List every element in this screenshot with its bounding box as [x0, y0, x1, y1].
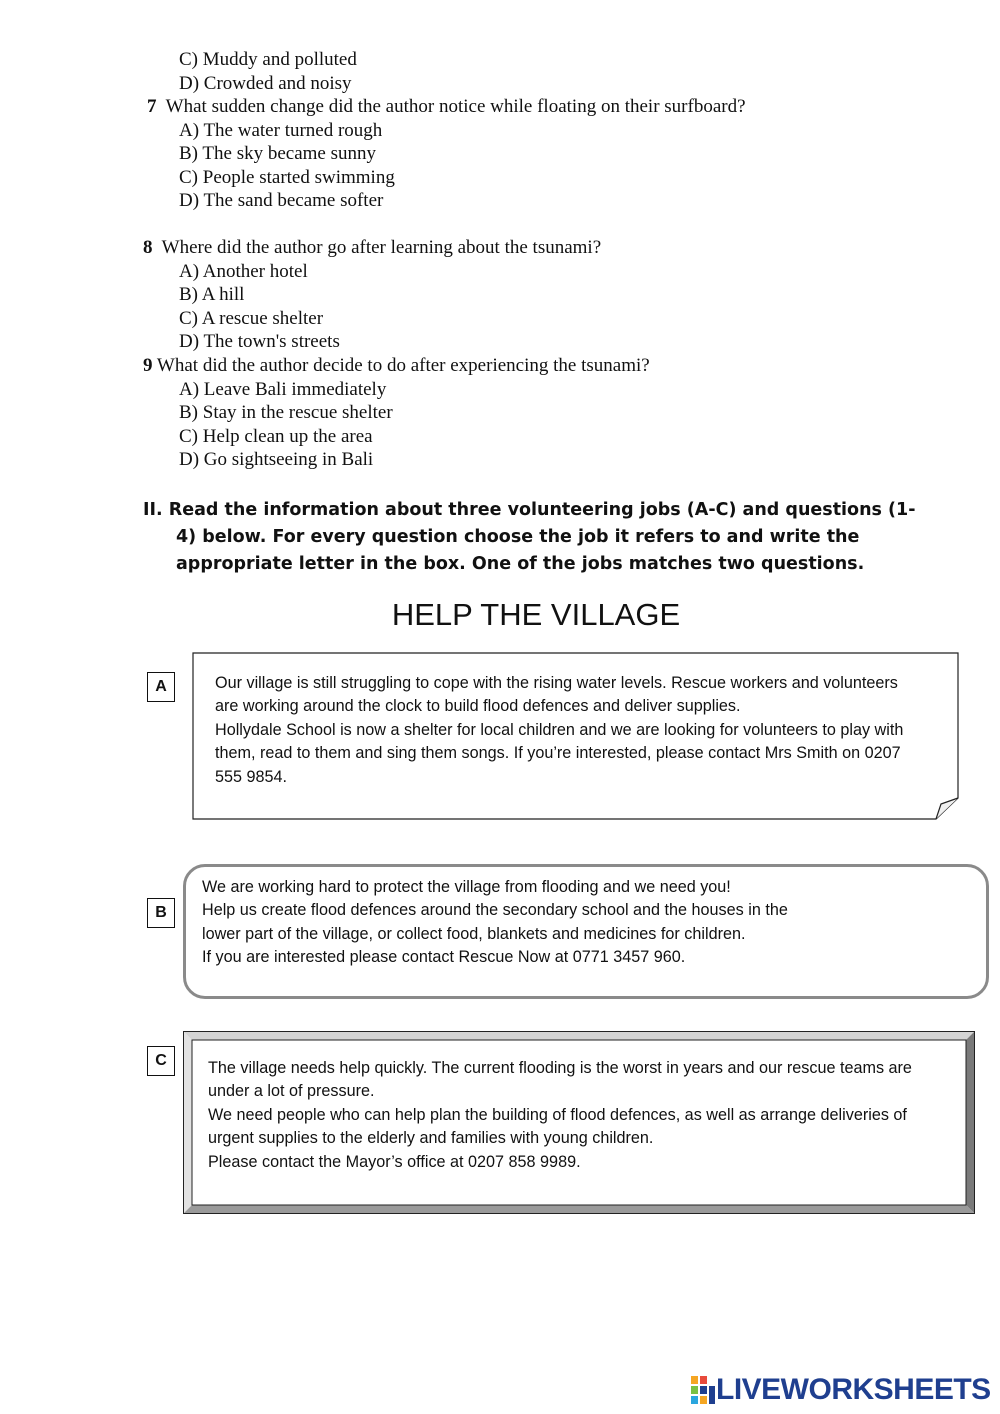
card-c [183, 1031, 975, 1214]
q7-option-b: B) The sky became sunny [179, 143, 376, 164]
q7-option-a: A) The water turned rough [179, 120, 383, 141]
card-line: Our village is still struggling to cope with the rising water levels. Rescue workers and volunteers [215, 674, 898, 692]
card-line: We need people who can help plan the building of flood defences, as well as arrange deliveries of [208, 1105, 907, 1124]
card-line: are working around the clock to build flood defences and deliver supplies. [215, 697, 741, 716]
q7-option-d: D) The sand became softer [179, 190, 384, 211]
card-line: them, read to them and sing them songs. If you’re interested, please contact Mrs Smith on 0207 [215, 744, 901, 763]
question-7 [147, 95, 746, 118]
card-line: lower part of the village, or collect food, blankets and medicines for children. [202, 924, 746, 943]
q8-option-d: D) The town's streets [179, 331, 340, 352]
card-line: 555 9854. [215, 767, 288, 786]
card-a-letter-box: A [147, 672, 175, 702]
question-9 [143, 354, 650, 377]
q8-option-a: A) Another hotel [179, 261, 308, 282]
liveworksheets-logo-icon [690, 1374, 716, 1406]
question-number: 8 [143, 237, 153, 258]
card-b-letter-box: B [147, 898, 175, 928]
q9-option-c: C) Help clean up the area [179, 426, 373, 447]
section-2-instructions [143, 497, 933, 578]
card-line: under a lot of pressure. [208, 1082, 375, 1101]
q8-option-b: B) A hill [179, 284, 245, 305]
q8-option-c: C) A rescue shelter [179, 308, 324, 329]
q9-option-b: B) Stay in the rescue shelter [179, 402, 393, 423]
instruction-line: II. Read the information about three volunteering jobs (A-C) and questions (1- [143, 500, 916, 520]
card-line: Hollydale School is now a shelter for local children and we are looking for volunteers to play with [215, 720, 904, 739]
card-line: The village needs help quickly. The current flooding is the worst in years and our rescue teams are [208, 1059, 912, 1077]
logo-text: LIVEWORKSHEETS [716, 1373, 991, 1406]
card-c-letter-box: C [147, 1046, 175, 1076]
instruction-line: 4) below. For every question choose the job it refers to and write the [176, 527, 860, 547]
instruction-line: appropriate letter in the box. One of the jobs matches two questions. [176, 554, 865, 574]
card-a [193, 653, 958, 819]
q9-option-d: D) Go sightseeing in Bali [179, 449, 374, 470]
question-number: 9 [143, 355, 153, 376]
card-c-text [208, 1057, 912, 1174]
q9-option-a: A) Leave Bali immediately [179, 379, 387, 400]
question-text: Where did the author go after learning about the tsunami? [161, 237, 602, 258]
section-title: HELP THE VILLAGE [391, 597, 681, 632]
question-8 [143, 236, 601, 259]
card-b [183, 864, 989, 999]
liveworksheets-logo [690, 1372, 991, 1408]
card-a-text [215, 672, 903, 789]
q7-option-c: C) People started swimming [179, 167, 395, 188]
card-line: If you are interested please contact Rescue Now at 0771 3457 960. [202, 948, 686, 967]
q6-option-c: C) Muddy and polluted [179, 49, 357, 70]
card-line: Please contact the Mayor’s office at 0207 858 9989. [208, 1152, 581, 1171]
question-number: 7 [147, 96, 157, 117]
question-text: What did the author decide to do after experiencing the tsunami? [156, 355, 650, 376]
card-line: We are working hard to protect the village from flooding and we need you! [202, 878, 731, 896]
card-line: Help us create flood defences around the secondary school and the houses in the [202, 901, 788, 920]
card-b-text [202, 876, 788, 970]
question-text: What sudden change did the author notice while floating on their surfboard? [165, 96, 746, 117]
card-line: urgent supplies to the elderly and families with young children. [208, 1129, 654, 1148]
q6-option-d: D) Crowded and noisy [179, 73, 352, 94]
